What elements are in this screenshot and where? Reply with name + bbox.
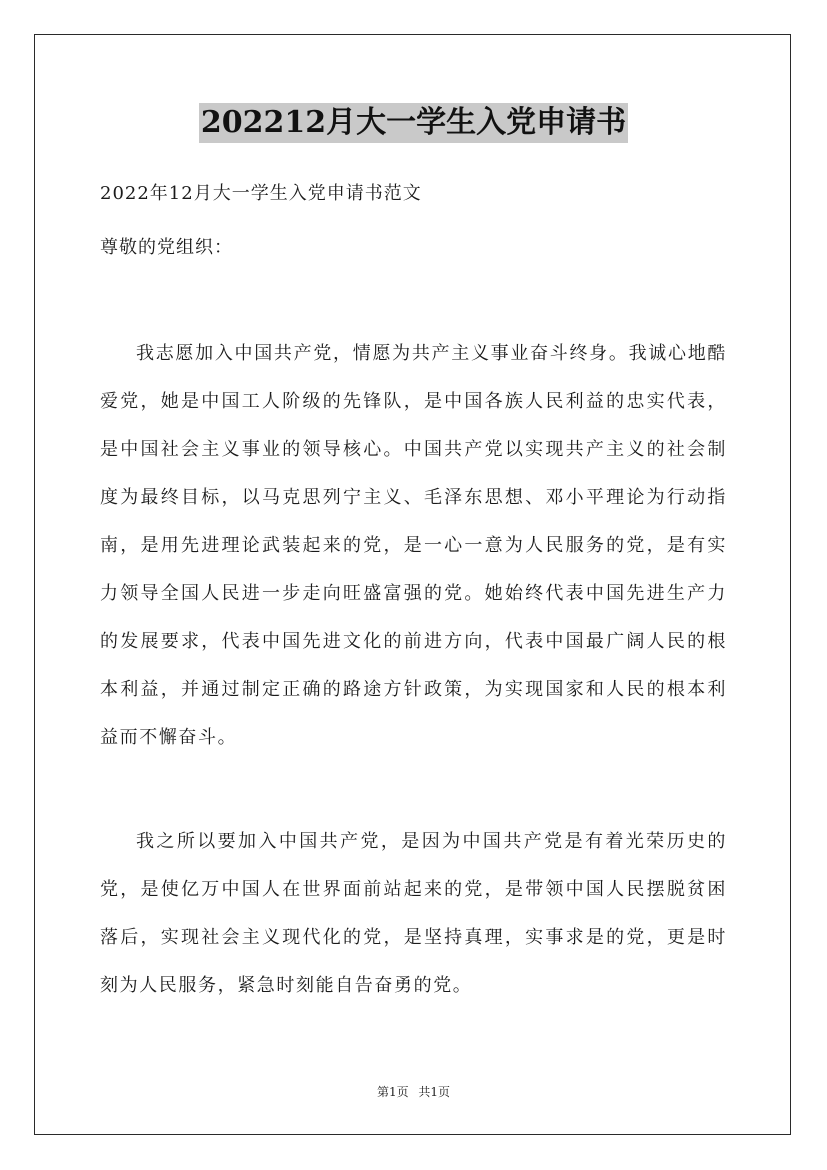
page-number-current: 第1页 xyxy=(376,1085,409,1099)
document-subtitle: 2022年12月大一学生入党申请书范文 xyxy=(100,183,422,204)
document-title: 202212月大一学生入党申请书 xyxy=(199,103,628,143)
body-paragraph-1: 我志愿加入中国共产党，情愿为共产主义事业奋斗终身。我诚心地酷爱党，她是中国工人阶级的先锋队，是中国各族人民利益的忠实代表，是中国社会主义事业的领导核心。中国共产党以实现共产主义的社会制度为最终目标，以马克思列宁主义、毛泽东思想、邓小平理论为行动指南，是用先进理论武装起来的党，是一心一意为人民服务的党，是有实力领导全国人民进一步走向旺盛富强的党。她始终代表中国先进生产力的发展要求，代表中国先进文化的前进方向，代表中国最广阔人民的根本利益，并通过制定正确的路途方针政策，为实现国家和人民的根本利益而不懈奋斗。 xyxy=(100,343,727,748)
page-footer xyxy=(0,1084,827,1100)
body-paragraph-2: 我之所以要加入中国共产党，是因为中国共产党是有着光荣历史的党，是使亿万中国人在世界面前站起来的党，是带领中国人民摆脱贫困落后，实现社会主义现代化的党，是坚持真理，实事求是的党，更是时刻为人民服务，紧急时刻能自告奋勇的党。 xyxy=(100,831,727,996)
salutation: 尊敬的党组织： xyxy=(100,237,233,258)
page-number-total: 共1页 xyxy=(418,1085,451,1099)
title-container xyxy=(0,103,827,143)
